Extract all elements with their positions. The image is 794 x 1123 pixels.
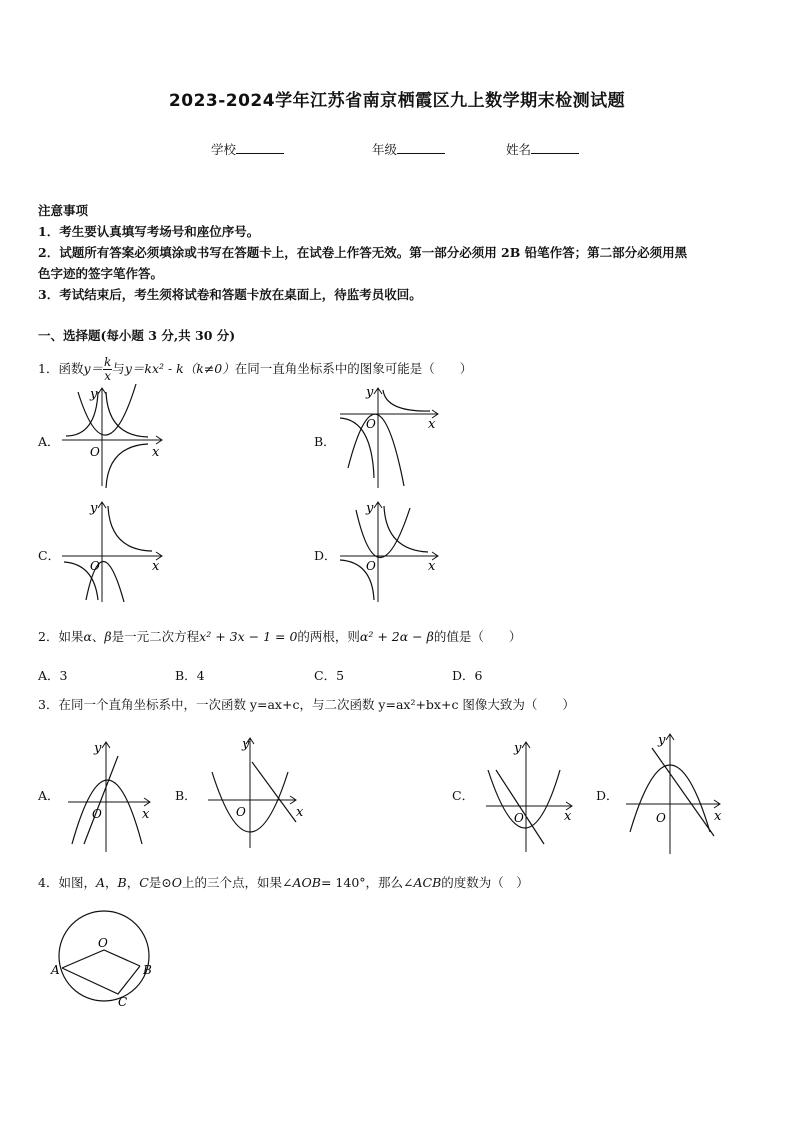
q1c-o-label: O bbox=[90, 559, 100, 573]
q1-func2: y＝kx² - k（k≠0） bbox=[124, 361, 235, 376]
q2-equation: x² + 3x − 1 = 0 bbox=[199, 629, 298, 644]
q3a-x-label: x bbox=[142, 807, 150, 822]
q3-graph-d bbox=[622, 728, 726, 858]
q3b-x-label: x bbox=[296, 805, 304, 820]
q4-angle-acb: ACB bbox=[413, 875, 442, 890]
question-4-stem bbox=[38, 872, 529, 893]
q3-option-b[interactable]: B． bbox=[175, 788, 197, 803]
q3b-o-label: O bbox=[236, 805, 246, 819]
q4-stem-a: 4．如图， bbox=[38, 875, 96, 890]
q1-fraction bbox=[103, 356, 112, 383]
school-field bbox=[211, 140, 284, 158]
q4-label-b: B bbox=[143, 963, 152, 977]
q3c-x-label: x bbox=[564, 809, 572, 824]
section-heading: 一、选择题(每小题 3 分,共 30 分) bbox=[38, 328, 236, 343]
q1d-o-label: O bbox=[366, 559, 376, 573]
grade-field bbox=[372, 140, 445, 158]
q3c-y-label: y bbox=[514, 741, 522, 756]
q4-angle-aob: AOB bbox=[292, 875, 321, 890]
q2-stem-c: 的两根，则 bbox=[297, 629, 360, 644]
page-title: 2023-2024学年江苏省南京栖霞区九上数学期末检测试题 bbox=[168, 91, 626, 111]
q4-stem-c: 上的三个点，如果∠ bbox=[182, 875, 293, 890]
name-blank bbox=[531, 141, 579, 154]
q1-option-c[interactable]: C． bbox=[38, 548, 61, 563]
q3-option-a[interactable]: A． bbox=[38, 788, 60, 803]
notice-item-3: 3．考试结束后，考生须将试卷和答题卡放在桌面上，待监考员收回。 bbox=[38, 287, 422, 302]
q1-frac-den: x bbox=[104, 369, 112, 383]
q4-point-b: B bbox=[117, 875, 127, 890]
q4-label-o: O bbox=[98, 936, 108, 950]
q4-sep-1: ， bbox=[104, 875, 118, 890]
q3c-o-label: O bbox=[514, 811, 524, 825]
q2-option-c[interactable]: C．5 bbox=[314, 668, 345, 683]
q1b-y-label: y bbox=[366, 385, 374, 400]
q2-option-b[interactable]: B．4 bbox=[175, 668, 205, 683]
q1d-x-label: x bbox=[428, 559, 436, 574]
q1-yeq: y＝ bbox=[83, 361, 104, 376]
q3d-x-label: x bbox=[714, 809, 722, 824]
notice-item-2-cont: 色字迹的签字笔作答。 bbox=[38, 266, 164, 281]
q4-stem-d: = 140°，那么∠ bbox=[320, 875, 414, 890]
q3-graph-b bbox=[204, 732, 304, 856]
name-field bbox=[506, 140, 579, 158]
school-blank bbox=[236, 141, 284, 154]
q4-sep-2: ， bbox=[126, 875, 140, 890]
q3-option-d[interactable]: D． bbox=[596, 788, 619, 803]
q1c-y-label: y bbox=[90, 501, 98, 516]
q3d-o-label: O bbox=[656, 811, 666, 825]
q1d-y-label: y bbox=[366, 501, 374, 516]
q1-frac-num: k bbox=[104, 355, 112, 369]
q3b-y-label: y bbox=[242, 737, 250, 752]
grade-label: 年级 bbox=[372, 142, 398, 157]
q1b-o-label: O bbox=[366, 417, 376, 431]
q1a-x-label: x bbox=[152, 445, 160, 460]
q3-graph-c bbox=[482, 736, 582, 856]
q3-graph-a bbox=[64, 736, 160, 856]
q1-graph-b bbox=[334, 382, 454, 490]
q1-option-b[interactable]: B． bbox=[314, 434, 336, 449]
q1-num: 1．函数 bbox=[38, 361, 84, 376]
q2-option-a[interactable]: A．3 bbox=[38, 668, 68, 683]
question-2-stem bbox=[38, 626, 521, 647]
q1-option-a[interactable]: A． bbox=[38, 434, 60, 449]
q1-option-d[interactable]: D． bbox=[314, 548, 337, 563]
q4-point-c: C bbox=[139, 875, 149, 890]
q1-graph-a bbox=[56, 382, 176, 490]
q1a-y-label: y bbox=[90, 387, 98, 402]
q4-point-a: A bbox=[95, 875, 105, 890]
q2-alpha: α bbox=[83, 629, 92, 644]
q1c-x-label: x bbox=[152, 559, 160, 574]
q2-stem-d: 的值是（ ） bbox=[433, 629, 522, 644]
q2-stem-a: 2．如果 bbox=[38, 629, 84, 644]
notice-heading: 注意事项 bbox=[38, 203, 89, 218]
q2-option-d[interactable]: D．6 bbox=[452, 668, 483, 683]
q2-beta: β bbox=[104, 629, 112, 644]
school-label: 学校 bbox=[211, 142, 237, 157]
q2-expression: α² + 2α − β bbox=[359, 629, 434, 644]
q1b-x-label: x bbox=[428, 417, 436, 432]
question-3-stem: 3．在同一个直角坐标系中，一次函数 y=ax+c，与二次函数 y=ax²+bx+c 图像大致为（ ） bbox=[38, 697, 575, 712]
q1-tail: 在同一直角坐标系中的图象可能是（ ） bbox=[234, 361, 473, 376]
q4-label-a: A bbox=[51, 963, 60, 977]
notice-item-2: 2．试题所有答案必须填涂或书写在答题卡上，在试卷上作答无效。第一部分必须用 2B 铅笔作答；第二部分必须用黑 bbox=[38, 245, 688, 260]
question-1-stem bbox=[38, 356, 472, 383]
q1-mid: 与 bbox=[112, 361, 125, 376]
notice-section bbox=[38, 200, 768, 305]
q3a-y-label: y bbox=[94, 741, 102, 756]
grade-blank bbox=[397, 141, 445, 154]
q4-stem-b: 是⊙ bbox=[148, 875, 172, 890]
q4-circle-figure bbox=[48, 906, 168, 1010]
q3d-y-label: y bbox=[658, 733, 666, 748]
q4-label-c: C bbox=[118, 995, 128, 1009]
q1-graph-c bbox=[56, 496, 176, 604]
q2-comma: 、 bbox=[91, 629, 105, 644]
q4-stem-e: 的度数为（ ） bbox=[441, 875, 529, 890]
q1a-o-label: O bbox=[90, 445, 100, 459]
q2-stem-b: 是一元二次方程 bbox=[111, 629, 200, 644]
name-label: 姓名 bbox=[506, 142, 532, 157]
notice-item-1: 1．考生要认真填写考场号和座位序号。 bbox=[38, 224, 260, 239]
q3a-o-label: O bbox=[92, 807, 102, 821]
q3-option-c[interactable]: C． bbox=[452, 788, 475, 803]
q4-center-o: O bbox=[171, 875, 183, 890]
q1-graph-d bbox=[334, 496, 454, 604]
